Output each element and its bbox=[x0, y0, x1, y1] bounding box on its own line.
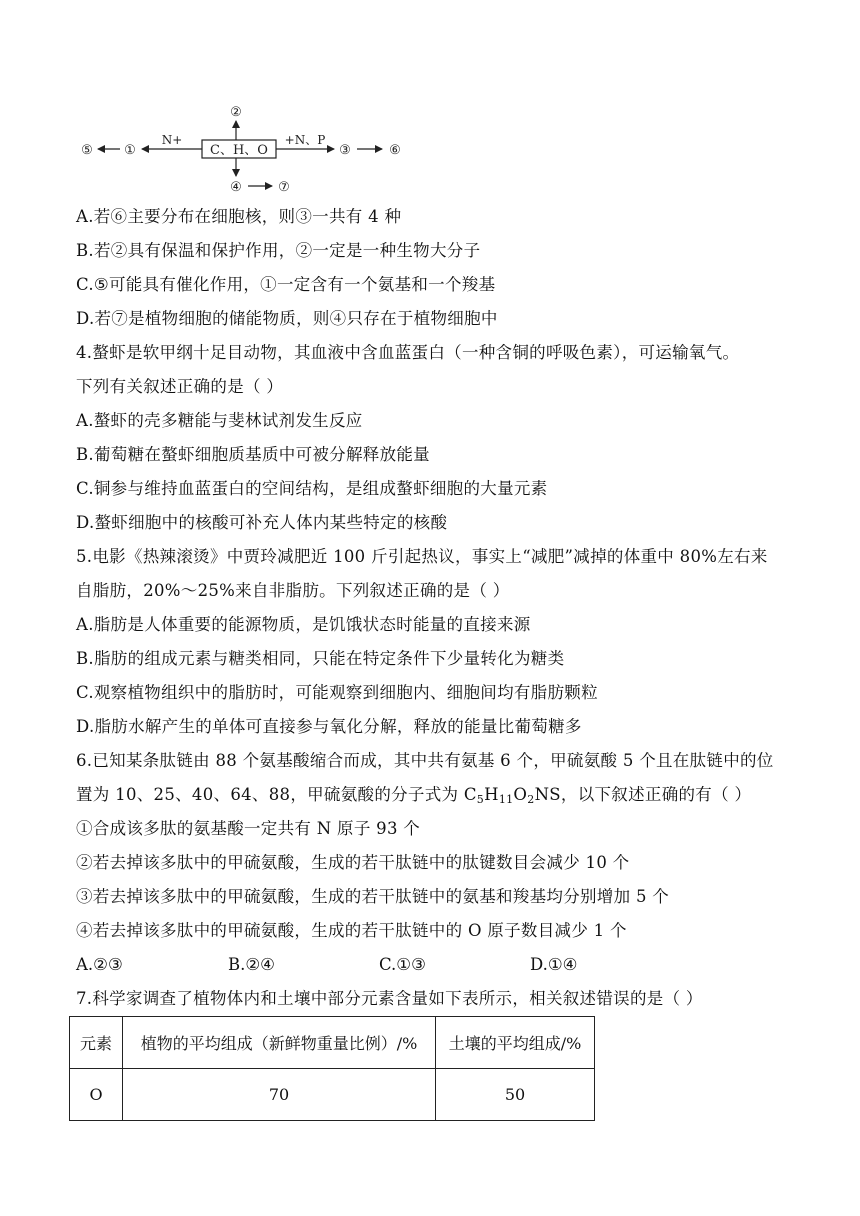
q5-option-c: C.观察植物组织中的脂肪时，可能观察到细胞内、细胞间均有脂肪颗粒 bbox=[76, 683, 598, 702]
center-box-label: C、H、O bbox=[210, 143, 268, 158]
node-6: ⑥ bbox=[389, 143, 401, 158]
table-cell: 70 bbox=[123, 1069, 436, 1121]
table-header-cell: 植物的平均组成（新鲜物重量比例）/% bbox=[123, 1017, 436, 1069]
node-1: ① bbox=[124, 143, 136, 158]
q4-stem-line2: 下列有关叙述正确的是（ ） bbox=[76, 377, 284, 396]
q4-option-a: A.螯虾的壳多糖能与斐林试剂发生反应 bbox=[76, 411, 363, 430]
table-header-cell: 元素 bbox=[70, 1017, 123, 1069]
formula-sub-c: 5 bbox=[476, 793, 485, 806]
node-4: ④ bbox=[230, 180, 242, 195]
node-5: ⑤ bbox=[81, 143, 93, 158]
q4-option-d: D.螯虾细胞中的核酸可补充人体内某些特定的核酸 bbox=[76, 513, 448, 532]
q4-option-c: C.铜参与维持血蓝蛋白的空间结构，是组成螯虾细胞的大量元素 bbox=[76, 479, 548, 498]
q6-stem-line1: 6.已知某条肽链由 88 个氨基酸缩合而成，其中共有氨基 6 个，甲硫氨酸 5 个且在肽链中的位 bbox=[76, 751, 774, 770]
q4-stem-line1: 4.螯虾是软甲纲十足目动物，其血液中含血蓝蛋白（一种含铜的呼吸色素），可运输氧气。 bbox=[76, 343, 740, 362]
formula-o: O bbox=[513, 785, 528, 804]
formula-sub-o: 2 bbox=[527, 793, 535, 806]
q6-option-d: D.①④ bbox=[530, 955, 578, 974]
q3-option-d: D.若⑦是植物细胞的储能物质，则④只存在于植物细胞中 bbox=[76, 309, 498, 328]
q6-stem-pre: 置为 10、25、40、64、88，甲硫氨酸的分子式为 C bbox=[76, 785, 477, 804]
table-cell: 50 bbox=[436, 1069, 595, 1121]
q6-statement-3: ③若去掉该多肽中的甲硫氨酸，生成的若干肽链中的氨基和羧基均分别增加 5 个 bbox=[76, 887, 670, 906]
q5-stem-line1: 5.电影《热辣滚烫》中贾玲减肥近 100 斤引起热议，事实上“减肥”减掉的体重中 80%左右来 bbox=[76, 547, 768, 566]
q6-stem-line2 bbox=[76, 785, 751, 805]
formula-h: H bbox=[484, 785, 499, 804]
node-3: ③ bbox=[339, 143, 351, 158]
q6-stem-post: NS，以下叙述正确的有（ ） bbox=[534, 785, 752, 804]
q3-option-a: A.若⑥主要分布在细胞核，则③一共有 4 种 bbox=[76, 207, 402, 226]
q6-statement-2: ②若去掉该多肽中的甲硫氨酸，生成的若干肽链中的肽键数目会减少 10 个 bbox=[76, 853, 630, 872]
q6-statement-4: ④若去掉该多肽中的甲硫氨酸，生成的若干肽链中的 O 原子数目减少 1 个 bbox=[76, 921, 627, 940]
q6-option-a: A.②③ bbox=[76, 955, 123, 974]
q3-option-b: B.若②具有保温和保护作用，②一定是一种生物大分子 bbox=[76, 241, 481, 260]
q5-option-d: D.脂肪水解产生的单体可直接参与氧化分解，释放的能量比葡萄糖多 bbox=[76, 717, 582, 736]
label-left: N+ bbox=[161, 133, 183, 147]
element-content-table bbox=[69, 1016, 595, 1121]
q6-statement-1: ①合成该多肽的氨基酸一定共有 N 原子 93 个 bbox=[76, 819, 421, 838]
q5-option-a: A.脂肪是人体重要的能源物质，是饥饿状态时能量的直接来源 bbox=[76, 615, 531, 634]
node-7: ⑦ bbox=[278, 180, 290, 195]
table-cell: O bbox=[70, 1069, 123, 1121]
element-composition-diagram bbox=[78, 100, 418, 200]
q5-option-b: B.脂肪的组成元素与糖类相同，只能在特定条件下少量转化为糖类 bbox=[76, 649, 565, 668]
table-row bbox=[70, 1069, 595, 1121]
table-header-row bbox=[70, 1017, 595, 1069]
formula-sub-h: 11 bbox=[498, 793, 514, 806]
q7-stem: 7.科学家调查了植物体内和土壤中部分元素含量如下表所示，相关叙述错误的是（ ） bbox=[76, 989, 703, 1008]
q6-option-b: B.②④ bbox=[228, 955, 275, 974]
node-2: ② bbox=[230, 105, 242, 120]
q6-option-c: C.①③ bbox=[379, 955, 426, 974]
q5-stem-line2: 自脂肪，20%～25%来自非脂肪。下列叙述正确的是（ ） bbox=[76, 581, 510, 600]
table-header-cell: 土壤的平均组成/% bbox=[436, 1017, 595, 1069]
q3-option-c: C.⑤可能具有催化作用，①一定含有一个氨基和一个羧基 bbox=[76, 275, 496, 294]
q4-option-b: B.葡萄糖在螯虾细胞质基质中可被分解释放能量 bbox=[76, 445, 430, 464]
label-right: +N、P bbox=[284, 133, 326, 147]
